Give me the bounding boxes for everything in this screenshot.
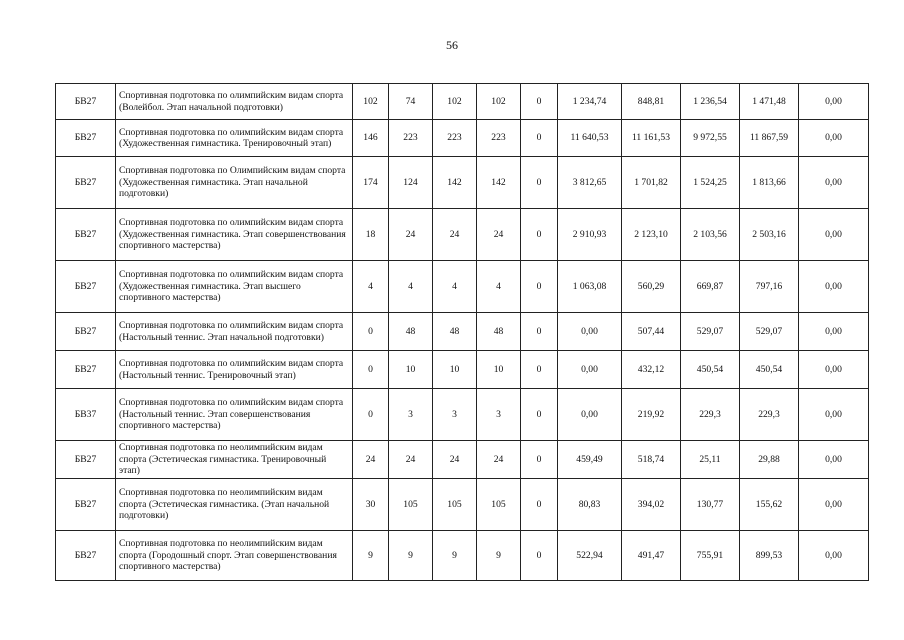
row-value-3: 24 — [433, 209, 477, 261]
row-code: БВ27 — [56, 313, 116, 351]
row-service-name: Спортивная подготовка по олимпийским видам спорта (Художественная гимнастика. Этап высшего спортивного мастерства) — [116, 261, 353, 313]
row-value-1: 102 — [353, 84, 389, 120]
row-value-9: 529,07 — [740, 313, 799, 351]
row-value-2: 124 — [389, 157, 433, 209]
row-value-1: 24 — [353, 441, 389, 479]
row-value-2: 24 — [389, 441, 433, 479]
row-value-3: 48 — [433, 313, 477, 351]
row-value-2: 9 — [389, 531, 433, 581]
table-row — [56, 84, 869, 120]
row-value-5: 0 — [521, 351, 558, 389]
row-value-8: 130,77 — [681, 479, 740, 531]
budget-table — [55, 83, 869, 581]
row-value-8: 9 972,55 — [681, 120, 740, 157]
row-value-5: 0 — [521, 479, 558, 531]
row-value-9: 450,54 — [740, 351, 799, 389]
row-value-9: 899,53 — [740, 531, 799, 581]
row-value-8: 229,3 — [681, 389, 740, 441]
row-value-3: 24 — [433, 441, 477, 479]
table-row — [56, 313, 869, 351]
row-value-7: 432,12 — [622, 351, 681, 389]
row-value-5: 0 — [521, 120, 558, 157]
row-value-10: 0,00 — [799, 120, 869, 157]
row-code: БВ27 — [56, 84, 116, 120]
row-value-3: 102 — [433, 84, 477, 120]
row-value-6: 0,00 — [558, 351, 622, 389]
row-service-name: Спортивная подготовка по олимпийским видам спорта (Художественная гимнастика. Тренировочный этап) — [116, 120, 353, 157]
row-value-10: 0,00 — [799, 313, 869, 351]
row-value-4: 4 — [477, 261, 521, 313]
row-code: БВ37 — [56, 389, 116, 441]
row-value-6: 3 812,65 — [558, 157, 622, 209]
row-value-1: 9 — [353, 531, 389, 581]
row-value-7: 219,92 — [622, 389, 681, 441]
row-value-6: 2 910,93 — [558, 209, 622, 261]
row-value-2: 74 — [389, 84, 433, 120]
row-value-4: 10 — [477, 351, 521, 389]
row-service-name: Спортивная подготовка по олимпийским видам спорта (Волейбол. Этап начальной подготовки) — [116, 84, 353, 120]
row-value-10: 0,00 — [799, 531, 869, 581]
row-value-6: 11 640,53 — [558, 120, 622, 157]
row-value-6: 80,83 — [558, 479, 622, 531]
table-row — [56, 157, 869, 209]
row-code: БВ27 — [56, 351, 116, 389]
row-value-10: 0,00 — [799, 261, 869, 313]
row-value-2: 223 — [389, 120, 433, 157]
row-code: БВ27 — [56, 157, 116, 209]
row-value-8: 1 236,54 — [681, 84, 740, 120]
row-value-1: 0 — [353, 351, 389, 389]
row-code: БВ27 — [56, 531, 116, 581]
row-value-7: 491,47 — [622, 531, 681, 581]
row-service-name: Спортивная подготовка по Олимпийским видам спорта (Художественная гимнастика. Этап начальной подготовки) — [116, 157, 353, 209]
row-service-name: Спортивная подготовка по олимпийским видам спорта (Настольный теннис. Этап начальной подготовки) — [116, 313, 353, 351]
row-value-8: 669,87 — [681, 261, 740, 313]
row-value-4: 24 — [477, 209, 521, 261]
row-value-10: 0,00 — [799, 209, 869, 261]
row-value-7: 848,81 — [622, 84, 681, 120]
row-code: БВ27 — [56, 441, 116, 479]
row-value-9: 155,62 — [740, 479, 799, 531]
row-value-8: 755,91 — [681, 531, 740, 581]
row-value-2: 4 — [389, 261, 433, 313]
row-value-9: 797,16 — [740, 261, 799, 313]
row-value-7: 11 161,53 — [622, 120, 681, 157]
row-value-9: 1 813,66 — [740, 157, 799, 209]
row-value-7: 2 123,10 — [622, 209, 681, 261]
row-value-4: 48 — [477, 313, 521, 351]
row-value-9: 11 867,59 — [740, 120, 799, 157]
row-value-10: 0,00 — [799, 479, 869, 531]
table-row — [56, 209, 869, 261]
table-row — [56, 531, 869, 581]
row-value-6: 522,94 — [558, 531, 622, 581]
row-value-9: 29,88 — [740, 441, 799, 479]
table-row — [56, 389, 869, 441]
row-value-5: 0 — [521, 531, 558, 581]
row-value-8: 529,07 — [681, 313, 740, 351]
row-value-5: 0 — [521, 389, 558, 441]
table-body — [56, 84, 869, 581]
row-value-7: 394,02 — [622, 479, 681, 531]
row-value-1: 18 — [353, 209, 389, 261]
row-value-5: 0 — [521, 313, 558, 351]
row-value-4: 223 — [477, 120, 521, 157]
row-value-3: 4 — [433, 261, 477, 313]
row-value-10: 0,00 — [799, 351, 869, 389]
row-value-8: 25,11 — [681, 441, 740, 479]
row-value-2: 10 — [389, 351, 433, 389]
row-value-4: 3 — [477, 389, 521, 441]
row-value-1: 0 — [353, 313, 389, 351]
row-value-3: 10 — [433, 351, 477, 389]
table-row — [56, 120, 869, 157]
row-value-3: 105 — [433, 479, 477, 531]
row-value-6: 459,49 — [558, 441, 622, 479]
row-code: БВ27 — [56, 479, 116, 531]
row-value-6: 0,00 — [558, 389, 622, 441]
row-value-5: 0 — [521, 441, 558, 479]
page-number: 56 — [446, 38, 458, 52]
row-value-2: 3 — [389, 389, 433, 441]
row-value-4: 142 — [477, 157, 521, 209]
row-value-3: 223 — [433, 120, 477, 157]
row-value-4: 9 — [477, 531, 521, 581]
row-value-9: 229,3 — [740, 389, 799, 441]
row-code: БВ27 — [56, 261, 116, 313]
row-value-6: 1 234,74 — [558, 84, 622, 120]
row-service-name: Спортивная подготовка по неолимпийским видам спорта (Эстетическая гимнастика. (Этап начальной подготовки) — [116, 479, 353, 531]
row-value-1: 4 — [353, 261, 389, 313]
row-value-6: 0,00 — [558, 313, 622, 351]
table-row — [56, 479, 869, 531]
row-value-4: 105 — [477, 479, 521, 531]
row-value-4: 102 — [477, 84, 521, 120]
row-value-1: 174 — [353, 157, 389, 209]
row-value-9: 2 503,16 — [740, 209, 799, 261]
row-service-name: Спортивная подготовка по олимпийским видам спорта (Настольный теннис. Этап совершенствования спортивного мастерства) — [116, 389, 353, 441]
row-value-2: 24 — [389, 209, 433, 261]
row-code: БВ27 — [56, 209, 116, 261]
row-value-8: 1 524,25 — [681, 157, 740, 209]
row-value-10: 0,00 — [799, 389, 869, 441]
row-value-5: 0 — [521, 209, 558, 261]
row-service-name: Спортивная подготовка по неолимпийским видам спорта (Эстетическая гимнастика. Тренировочный этап) — [116, 441, 353, 479]
row-value-1: 30 — [353, 479, 389, 531]
row-service-name: Спортивная подготовка по олимпийским видам спорта (Настольный теннис. Тренировочный этап) — [116, 351, 353, 389]
row-value-5: 0 — [521, 261, 558, 313]
row-value-10: 0,00 — [799, 84, 869, 120]
row-value-7: 560,29 — [622, 261, 681, 313]
row-value-9: 1 471,48 — [740, 84, 799, 120]
row-value-8: 2 103,56 — [681, 209, 740, 261]
row-value-1: 0 — [353, 389, 389, 441]
table-row — [56, 441, 869, 479]
row-value-3: 3 — [433, 389, 477, 441]
row-value-8: 450,54 — [681, 351, 740, 389]
row-service-name: Спортивная подготовка по неолимпийским видам спорта (Городошный спорт. Этап совершенствования спортивного мастерства) — [116, 531, 353, 581]
row-service-name: Спортивная подготовка по олимпийским видам спорта (Художественная гимнастика. Этап совершенствования спортивного мастерства) — [116, 209, 353, 261]
row-value-5: 0 — [521, 84, 558, 120]
row-value-2: 48 — [389, 313, 433, 351]
row-value-2: 105 — [389, 479, 433, 531]
table-row — [56, 261, 869, 313]
row-value-7: 507,44 — [622, 313, 681, 351]
row-value-3: 142 — [433, 157, 477, 209]
row-value-7: 1 701,82 — [622, 157, 681, 209]
row-value-10: 0,00 — [799, 441, 869, 479]
row-value-7: 518,74 — [622, 441, 681, 479]
row-value-3: 9 — [433, 531, 477, 581]
table-row — [56, 351, 869, 389]
row-value-10: 0,00 — [799, 157, 869, 209]
row-value-5: 0 — [521, 157, 558, 209]
row-value-1: 146 — [353, 120, 389, 157]
row-value-6: 1 063,08 — [558, 261, 622, 313]
row-value-4: 24 — [477, 441, 521, 479]
row-code: БВ27 — [56, 120, 116, 157]
